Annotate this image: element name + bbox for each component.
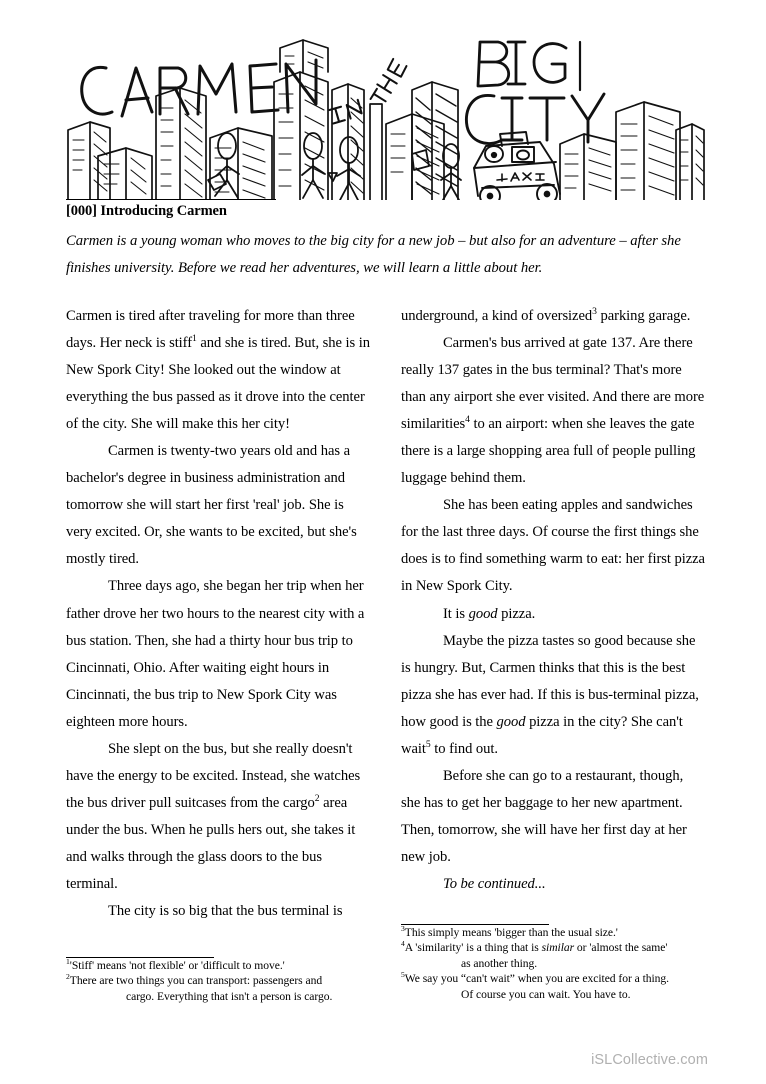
paragraph-8-text-cont: pizza.: [497, 605, 536, 622]
footnote-4-text-cont: or 'almost the same': [574, 941, 668, 955]
paragraph-5-text: The city is so big that the bus terminal is: [108, 903, 343, 920]
footnote-4-marker: 4: [401, 939, 405, 949]
paragraph-3-text: Three days ago, she began her trip when her father drove her two hours to the nearest city with a bus station. Then, she had a thirty hour bus trip to Cincinnati, Ohio. After waiting eight hours in Cincinnati, the bus trip to New Spork City was eighteen more hours.: [66, 578, 365, 730]
footnote-4-text-end: as another thing.: [461, 956, 538, 970]
footnote-3-text: This simply means 'bigger than the usual size.': [404, 926, 618, 939]
footnotes-right: [401, 925, 706, 1002]
footnote-3-marker: 3: [401, 924, 405, 934]
footnote-2-text: There are two things you can transport: passengers and: [69, 974, 323, 988]
story-column-left: [66, 303, 371, 925]
footnote-5: [401, 971, 706, 1002]
paragraph-7-text: She has been eating apples and sandwiches for the last three days. Of course the first things she does is to find something warm to eat: her first pizza in New Spork City.: [401, 497, 705, 595]
paragraph-9-emphasis: good: [496, 713, 526, 730]
page-title: [000] Introducing Carmen: [66, 203, 227, 219]
paragraph-6-text: Carmen's bus arrived at gate 137. Are there really 137 gates in the bus terminal? That's more than any airport she ever visited. And there are more similarities: [401, 335, 705, 433]
paragraph-5: [66, 898, 371, 925]
footnote-5-text: We say you “can't wait” when you are excited for a thing.: [404, 972, 669, 986]
footnote-ref-5[interactable]: 5: [425, 738, 431, 750]
paragraph-1: [66, 303, 371, 438]
paragraph-5b-text-cont: parking garage.: [596, 308, 691, 324]
footnote-2: [66, 973, 371, 1004]
story-body: [66, 303, 706, 948]
paragraph-9-text-end: to find out.: [430, 740, 498, 757]
footnote-5-text-cont: Of course you can wait. You have to.: [461, 987, 631, 1001]
paragraph-9-text: Maybe the pizza tastes so good because she is hungry. But, Carmen thinks that this is the best pizza she has ever had. If this is bus-terminal pizza, how good is the: [401, 632, 699, 730]
paragraph-4-text-cont: area under the bus. When he pulls hers out, she takes it and walks through the glass doors to the bus terminal.: [66, 794, 356, 892]
footnote-4-emphasis: similar: [541, 941, 575, 955]
title-underline-rule: [66, 199, 276, 200]
paragraph-8-text: It is: [443, 605, 469, 622]
footnote-3: [401, 925, 706, 940]
to-be-continued-text: To be continued...: [443, 875, 546, 892]
footnotes-left: [66, 958, 371, 1004]
footnote-ref-2[interactable]: 2: [314, 792, 320, 804]
paragraph-4-text: She slept on the bus, but she really doesn't have the energy to be excited. Instead, she watches the bus driver pull suitcases from the cargo: [66, 740, 361, 811]
paragraph-2: [66, 438, 371, 573]
paragraph-3: [66, 573, 371, 735]
footnote-1-text: 'Stiff' means 'not flexible' or 'difficult to move.': [69, 959, 285, 972]
paragraph-1-text: Carmen is tired after traveling for more than three days. Her neck is stiff: [66, 308, 355, 352]
intro-paragraph: Carmen is a young woman who moves to the big city for a new job – but also for an adventure – after she finishes university. Before we read her adventures, we will learn a little about her.: [66, 233, 681, 276]
footnote-4-text: A 'similarity' is a thing that is: [404, 941, 542, 955]
footnote-ref-3[interactable]: 3: [592, 306, 597, 318]
carmen-in-the-big-city-banner-illustration: [60, 28, 708, 200]
footnote-1: [66, 958, 371, 973]
footnote-ref-4[interactable]: 4: [465, 414, 470, 426]
footnote-2-text-cont: cargo. Everything that isn't a person is cargo.: [126, 989, 333, 1003]
paragraph-1-text-cont: and she is tired. But, she is in New Spork City! She looked out the window at everything the bus passed as it drove into the center of the city. She will make this her city!: [66, 335, 370, 433]
footnote-ref-1[interactable]: 1: [192, 333, 197, 345]
paragraph-8-emphasis: good: [468, 605, 498, 622]
paragraph-5b-text: underground, a kind of oversized: [401, 308, 593, 324]
paragraph-11-to-be-continued: [401, 871, 706, 898]
footnote-5-marker: 5: [401, 970, 405, 980]
paragraph-6-text-cont: to an airport: when she leaves the gate there is a large shopping area full of people pulling luggage behind them.: [401, 416, 696, 487]
paragraph-4: [66, 736, 371, 898]
paragraph-2-text: Carmen is twenty-two years old and has a bachelor's degree in business administration and tomorrow she will start her first 'real' job. She is very excited. Or, she wants to be excited, but she's mostly tired.: [66, 443, 357, 568]
paragraph-9-text-cont: pizza in the city? She can't wait: [401, 713, 683, 757]
paragraph-10-text: Before she can go to a restaurant, though, she has to get her baggage to her new apartment. Then, tomorrow, she will have her first day at her new job.: [401, 767, 687, 865]
paragraph-6: [401, 330, 706, 492]
footnote-1-marker: 1: [66, 957, 70, 967]
islcollective-watermark: iSLCollective.com: [591, 1052, 708, 1068]
paragraph-7: [401, 492, 706, 600]
paragraph-5-continued: [401, 303, 706, 330]
footnote-2-marker: 2: [66, 972, 70, 982]
footnote-4: [401, 940, 706, 971]
paragraph-10: [401, 763, 706, 871]
story-column-right: [401, 303, 706, 898]
paragraph-8: [401, 601, 706, 628]
paragraph-9: [401, 628, 706, 763]
